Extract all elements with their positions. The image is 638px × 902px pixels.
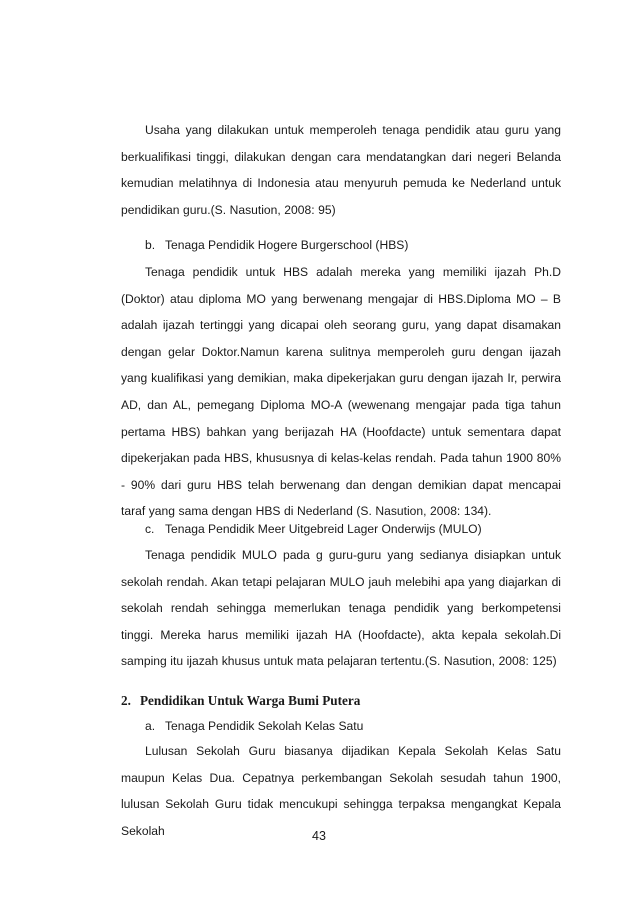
subheading-letter: a.: [145, 719, 156, 733]
page-number: 43: [312, 829, 326, 843]
section-heading: [121, 693, 360, 709]
subheading-text: Tenaga Pendidik Sekolah Kelas Satu: [165, 719, 364, 733]
subheading-kelas-satu: [145, 718, 363, 734]
paragraph-text: Usaha yang dilakukan untuk memperoleh tenaga pendidik atau guru yang berkualifikasi tinggi, dilakukan dengan cara mendatangkan dari negeri Belanda kemudian melatihnya di Indonesia atau menyuruh pemuda ke Nederland untuk pendidikan guru.(S. Nasution, 2008: 95): [121, 123, 561, 217]
subheading-text: Tenaga Pendidik Hogere Burgerschool (HBS): [165, 238, 409, 252]
subheading-text: Tenaga Pendidik Meer Uitgebreid Lager Onderwijs (MULO): [165, 522, 482, 536]
paragraph-hbs: [121, 259, 561, 525]
subheading-hbs: [145, 237, 408, 253]
paragraph-text: Tenaga pendidik MULO pada g guru-guru yang sedianya disiapkan untuk sekolah rendah. Akan tetapi pelajaran MULO jauh melebihi apa yang diajarkan di sekolah rendah sehingga memerlukan tenaga pendidik yang berkompetensi tinggi. Mereka harus memiliki ijazah HA (Hoofdacte), akta kepala sekolah.Di samping itu ijazah khusus untuk mata pelajaran tertentu.(S. Nasution, 2008: 125): [121, 548, 561, 669]
section-title: Pendidikan Untuk Warga Bumi Putera: [140, 693, 361, 708]
section-number: 2.: [121, 693, 131, 708]
paragraph-recruitment: [121, 117, 561, 223]
subheading-mulo: [145, 521, 482, 537]
paragraph-text: Tenaga pendidik untuk HBS adalah mereka yang memiliki ijazah Ph.D (Doktor) atau diploma MO yang berwenang mengajar di HBS.Diploma MO – B adalah ijazah tertinggi yang dicapai oleh seorang guru, yang dapat disamakan dengan gelar Doktor.Namun karena sulitnya memperoleh guru dengan ijazah yang kualifikasi yang demikian, maka dipekerjakan guru dengan ijazah Ir, perwira AD, dan AL, pemegang Diploma MO-A (wewenang mengajar pada tiga tahun pertama HBS) bahkan yang berijazah HA (Hoofdacte) untuk sementara dapat dipekerjakan pada HBS, khususnya di kelas-kelas rendah. Pada tahun 1900 80% - 90% dari guru HBS telah berwenang dan dengan demikian dapat mencapai taraf yang sama dengan HBS di Nederland (S. Nasution, 2008: 134).: [121, 265, 561, 519]
subheading-letter: b.: [145, 238, 156, 252]
paragraph-mulo: [121, 542, 561, 675]
subheading-letter: c.: [145, 522, 155, 536]
paragraph-text: Lulusan Sekolah Guru biasanya dijadikan Kepala Sekolah Kelas Satu maupun Kelas Dua. Cepatnya perkembangan Sekolah sesudah tahun 1900, lulusan Sekolah Guru tidak mencukupi sehingga terpaksa mengangkat Kepala Sekolah: [121, 744, 561, 838]
